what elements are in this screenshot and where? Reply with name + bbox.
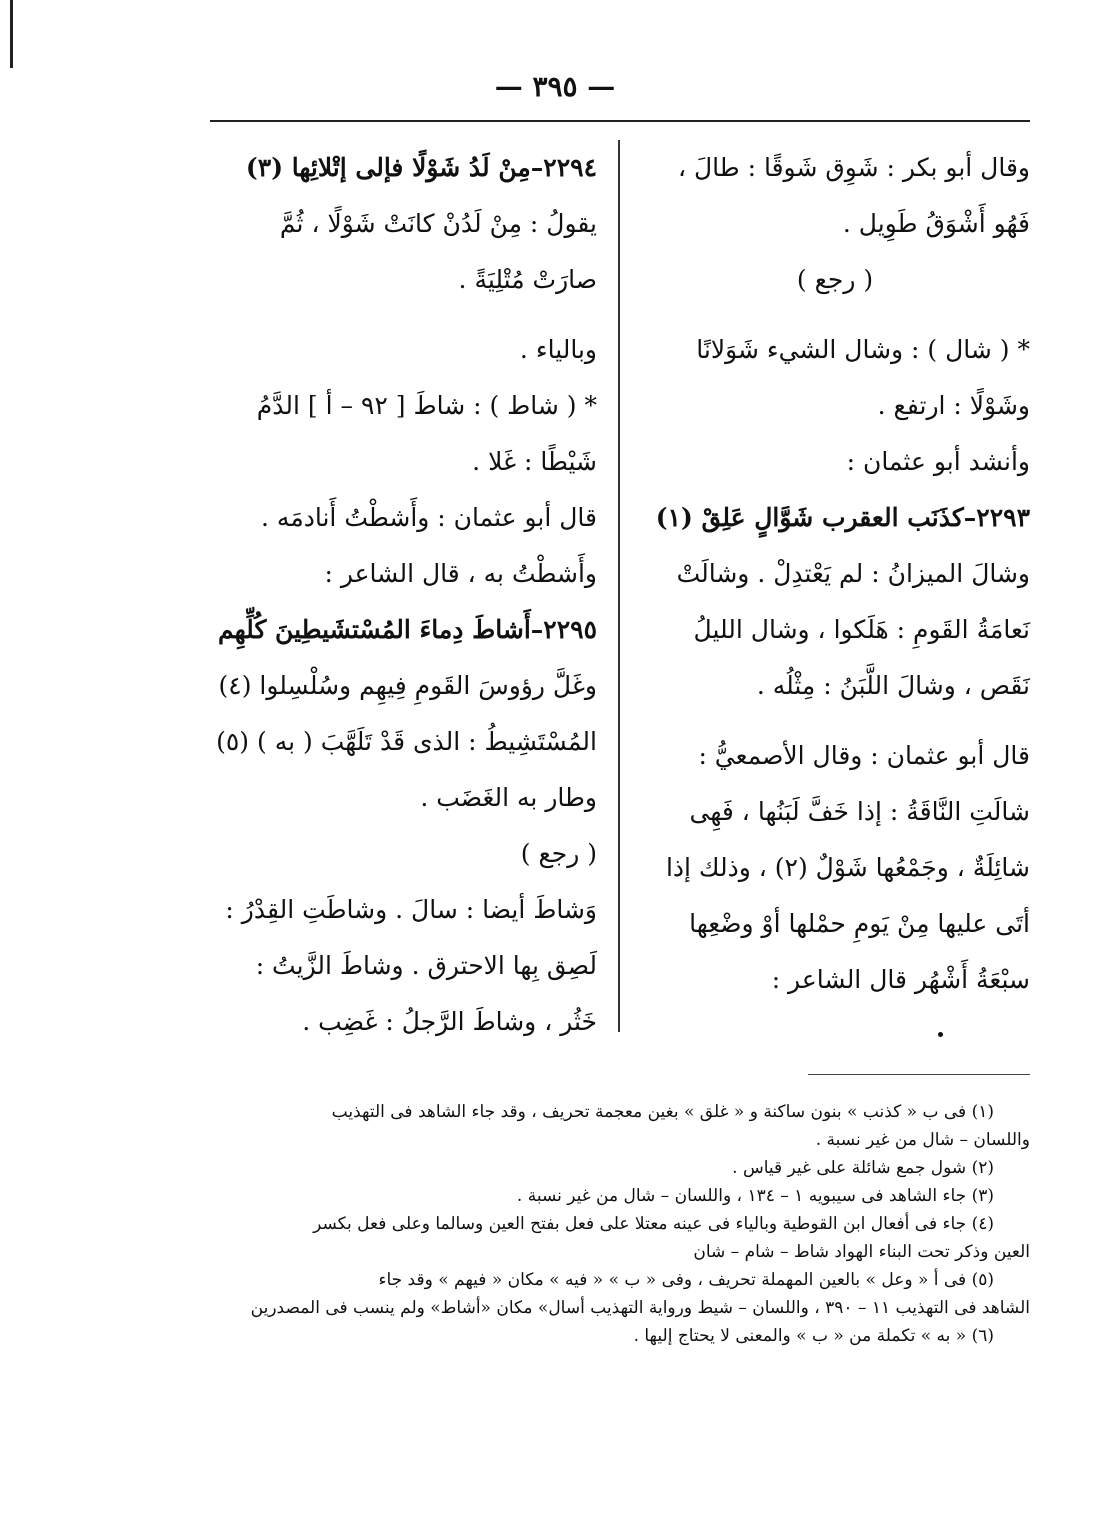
- entry-heading: * ( شال ) : وشال الشيء شَوَلانًا: [696, 335, 1030, 364]
- text-line: سبْعَةُ أَشْهُر قال الشاعر :: [771, 965, 1030, 994]
- header-rule: [210, 120, 1030, 122]
- verse-line: ٢٢٩٤–مِنْ لَدُ شَوْلًا فإلى إتْلائِها (٣): [245, 153, 597, 182]
- verse-line: ٢٢٩٣–كذَنَب العقرب شَوَّالٍ عَلِقْ (١): [655, 503, 1030, 532]
- footnote-line: الشاهد فى التهذيب ١١ – ٣٩٠ ، واللسان – شيط ورواية التهذيب أسال» مكان «أشاط» ولم ينسب فى المصدرين: [250, 1298, 1030, 1318]
- scan-edge-mark: [10, 0, 13, 68]
- text-line: نَعامَةُ القَومِ : هَلَكوا ، وشال الليلُ: [693, 615, 1030, 644]
- text-line: خَثُر ، وشاطَ الرَّجلُ : غَضِب .: [302, 1007, 597, 1036]
- footnote-line: (٦) « به » تكملة من « ب » والمعنى لا يحتاج إليها .: [633, 1326, 994, 1346]
- text-line: وطار به الغَضَب .: [420, 783, 597, 812]
- text-line: وَشاطَ أيضا : سالَ . وشاطَتِ القِدْرُ :: [225, 895, 597, 924]
- text-line: شَيْطًا : غَلا .: [472, 447, 597, 476]
- footnote-line: (٢) شول جمع شائلة على غير قياس .: [732, 1158, 994, 1178]
- footnotes: [205, 1098, 1030, 1350]
- text-line: المُسْتَشِيطُ : الذى قَدْ تَلَهَّبَ ( به ) (٥): [216, 727, 597, 756]
- text-line: وأنشد أبو عثمان :: [846, 447, 1030, 476]
- text-line: وأَشطْتُ به ، قال الشاعر :: [324, 559, 597, 588]
- footnote-line: العين وذكر تحت البناء الهواد شاط – شام – شان: [693, 1242, 1030, 1262]
- text-line: يقولُ : مِنْ لَدُنْ كانَتْ شَوْلًا ، ثُمَّ: [279, 209, 597, 238]
- verse-line: وغَلَّ رؤوسَ القَومِ فِيهِم وسُلْسِلوا (٤): [218, 671, 597, 700]
- ornament-dot: [938, 1032, 943, 1037]
- footnote-line: (٥) فى أ « وعل » بالعين المهملة تحريف ، وفى « ب » « فيه » مكان « فيهم » وقد جاء: [378, 1270, 994, 1290]
- text-line: أتَى عليها مِنْ يَومِ حمْلها أوْ وضْعِها: [689, 909, 1030, 938]
- text-line: شالَتِ النَّاقَةُ : إذا خَفَّ لَبَنُها ، فَهِى: [689, 797, 1030, 826]
- text-line: نَقَص ، وشالَ اللَّبَنُ : مِثْلُه .: [756, 671, 1030, 700]
- text-line: شائِلَةٌ ، وجَمْعُها شَوْلٌ (٢) ، وذلك إذا: [665, 853, 1030, 882]
- left-column: [212, 140, 597, 1050]
- text-line: لَصِق بِها الاحترق . وشاطَ الزَّيتُ :: [255, 951, 597, 980]
- page-number: — ٣٩٥ —: [494, 70, 616, 103]
- footnote-line: (٤) جاء فى أفعال ابن القوطية وبالياء فى عينه معتلا على فعل بفتح العين وسالما وعلى فعل بكسر: [313, 1214, 994, 1234]
- text-line: وقال أبو بكر : شَوِق شَوقًا : طالَ ،: [677, 153, 1030, 182]
- footnote-line: (٣) جاء الشاهد فى سيبويه ١ – ١٣٤ ، واللسان – شال من غير نسبة .: [516, 1186, 994, 1206]
- text-line: وشالَ الميزانُ : لم يَعْتدِلْ . وشالَتْ: [676, 559, 1030, 588]
- section-marker: ( رجع ): [796, 265, 874, 294]
- column-divider: [618, 140, 620, 1032]
- text-line: وبالياء .: [519, 335, 597, 364]
- verse-line: ٢٢٩٥–أَشاطَ دِماءَ المُسْتشَيطِينَ كُلِّهِم: [218, 615, 597, 644]
- section-marker: ( رجع ): [520, 839, 597, 868]
- text-line: صارَتْ مُتْلِيَةً .: [458, 265, 597, 294]
- text-line: قال أبو عثمان : وأَشطْتُ أَنادمَه .: [261, 503, 597, 532]
- footnote-line: واللسان – شال من غير نسبة .: [815, 1130, 1030, 1150]
- text-line: قال أبو عثمان : وقال الأصمعيُّ :: [698, 741, 1030, 770]
- footnote-line: (١) فى ب « كذنب » بنون ساكنة و « غلق » بغين معجمة تحريف ، وقد جاء الشاهد فى التهذيب: [331, 1102, 994, 1122]
- footnote-rule: [808, 1074, 1030, 1075]
- text-line: وشَوْلًا : ارتفع .: [877, 391, 1030, 420]
- text-line: فَهُو أَشْوَقُ طَوِيل .: [842, 209, 1030, 238]
- entry-heading: * ( شاط ) : شاطَ [ ٩٢ – أ ] الدَّمُ: [256, 391, 597, 420]
- right-column: [640, 140, 1030, 1008]
